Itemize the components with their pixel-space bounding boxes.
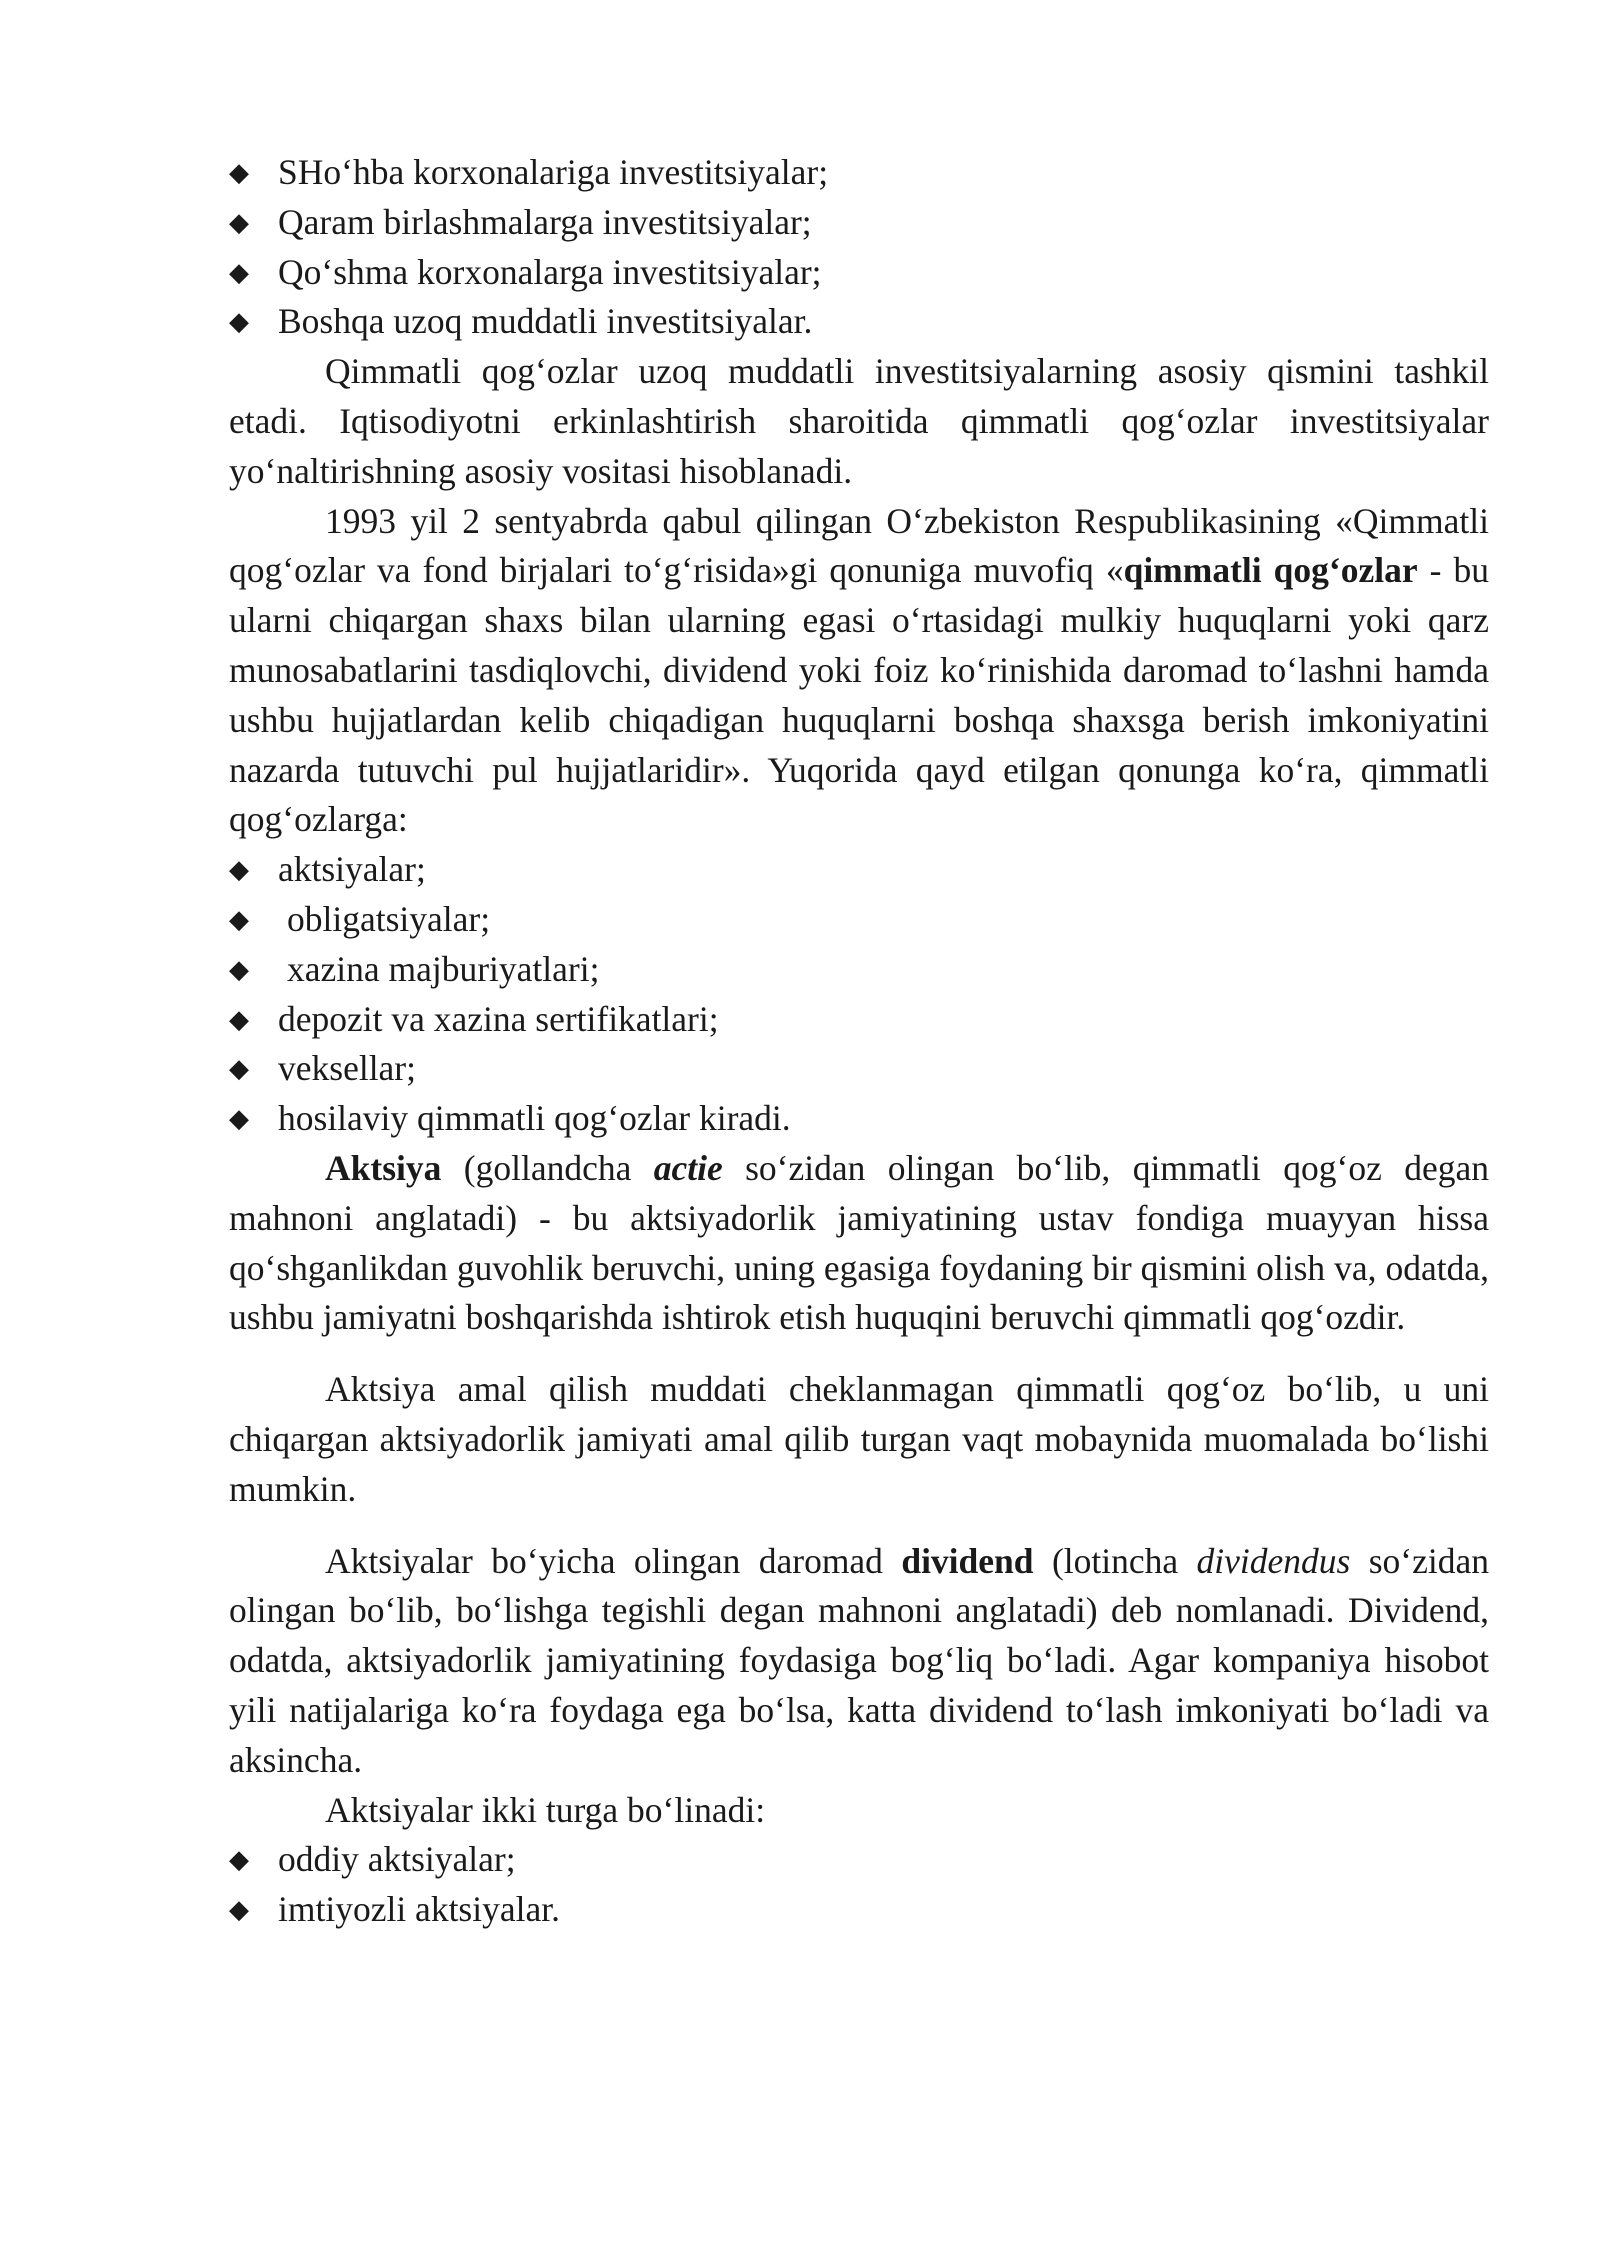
diamond-bullet-icon: ◆	[229, 954, 249, 984]
securities-types-list	[229, 845, 1489, 1144]
aktsiya-types-list	[229, 1835, 1489, 1935]
diamond-bullet-icon: ◆	[229, 158, 249, 187]
list-item: ◆ imtiyozli aktsiyalar.	[229, 1885, 1489, 1935]
diamond-bullet-icon: ◆	[229, 207, 249, 237]
diamond-bullet-icon: ◆	[229, 1054, 249, 1084]
list-item: ◆ Boshqa uzoq muddatli investitsiyalar.	[229, 297, 1489, 347]
paragraph-aktsiya-term: Aktsiya amal qilish muddati cheklanmagan qimmatli qog‘oz bo‘lib, u uni chiqargan aktsiyadorlik jamiyati amal qilib turgan vaqt mobaynida muomalada bo‘lishi mumkin.	[229, 1369, 1489, 1509]
term-actie: actie	[653, 1147, 723, 1188]
list-item: ◆ obligatsiyalar;	[229, 895, 1489, 945]
list-item: ◆ xazina majburiyatlari;	[229, 945, 1489, 995]
term-qimmatli-qogozlar: qimmatli qog‘ozlar	[1123, 550, 1418, 591]
list-item: ◆ SHo‘hba korxonalariga investitsiyalar;	[229, 148, 1489, 198]
list-item: ◆ veksellar;	[229, 1044, 1489, 1094]
investment-list	[229, 148, 1489, 347]
paragraph-dividend: Aktsiyalar bo‘yicha olingan daromad dividend (lotincha dividendus so‘zidan olingan bo‘lib, bo‘lishga tegishli degan mahnoni anglatadi) deb nomlanadi. Dividend, odatda, aktsiyadorlik jamiyatining foydasiga bog‘liq bo‘ladi. Agar kompaniya hisobot yili natijalariga ko‘ra foydaga ega bo‘lsa, katta dividend to‘lash imkoniyati bo‘ladi va aksincha.	[229, 1540, 1489, 1780]
diamond-bullet-icon: ◆	[229, 1004, 249, 1034]
diamond-bullet-icon: ◆	[229, 257, 249, 287]
paragraph-law-definition: 1993 yil 2 sentyabrda qabul qilingan O‘zbekiston Respublikasining «Qimmatli qog‘ozlar va fond birjalari to‘g‘risida»gi qonuniga muvofiq «qimmatli qog‘ozlar - bu ularni chiqargan shaxs bilan ularning egasi o‘rtasidagi mulkiy huquqlarni yoki qarz munosabatlarini tasdiqlovchi, dividend yoki foiz ko‘rinishida daromad to‘lashni hamda ushbu hujjatlardan kelib chiqadigan huquqlarni boshqa shaxsga berish imkoniyatini nazarda tutuvchi pul hujjatlaridir». Yuqorida qayd etilgan qonunga ko‘ra, qimmatli qog‘ozlarga:	[229, 500, 1489, 840]
paragraph-securities-intro: Qimmatli qog‘ozlar uzoq muddatli investitsiyalarning asosiy qismini tashkil etadi. Iqtisodiyotni erkinlashtirish sharoitida qimmatli qog‘ozlar investitsiyalar yo‘naltirishning asosiy vositasi hisoblanadi.	[229, 351, 1489, 491]
document-page	[229, 148, 1489, 1935]
paragraph-aktsiya-definition: Aktsiya (gollandcha actie so‘zidan olingan bo‘lib, qimmatli qog‘oz degan mahnoni anglatadi) - bu aktsiyadorlik jamiyatining ustav fondiga muayyan hissa qo‘shganlikdan guvohlik beruvchi, uning egasiga foydaning bir qismini olish va, odatda, ushbu jamiyatni boshqarishda ishtirok etish huquqini beruvchi qimmatli qog‘ozdir.	[229, 1147, 1489, 1338]
paragraph-aktsiya-types: Aktsiyalar ikki turga bo‘linadi:	[325, 1789, 766, 1830]
list-item: ◆ hosilaviy qimmatli qog‘ozlar kiradi.	[229, 1094, 1489, 1144]
list-item: ◆ depozit va xazina sertifikatlari;	[229, 995, 1489, 1045]
term-aktsiya: Aktsiya	[325, 1147, 442, 1188]
diamond-bullet-icon: ◆	[229, 307, 249, 337]
list-item: ◆ Qo‘shma korxonalarga investitsiyalar;	[229, 248, 1489, 298]
diamond-bullet-icon: ◆	[229, 855, 249, 885]
diamond-bullet-icon: ◆	[229, 904, 249, 934]
list-item: ◆ oddiy aktsiyalar;	[229, 1835, 1489, 1885]
list-item: ◆ Qaram birlashmalarga investitsiyalar;	[229, 198, 1489, 248]
diamond-bullet-icon: ◆	[229, 1895, 249, 1925]
term-dividendus: dividendus	[1196, 1540, 1351, 1581]
term-dividend: dividend	[901, 1540, 1034, 1581]
list-item: ◆ aktsiyalar;	[229, 845, 1489, 895]
diamond-bullet-icon: ◆	[229, 1845, 249, 1875]
diamond-bullet-icon: ◆	[229, 1104, 249, 1134]
